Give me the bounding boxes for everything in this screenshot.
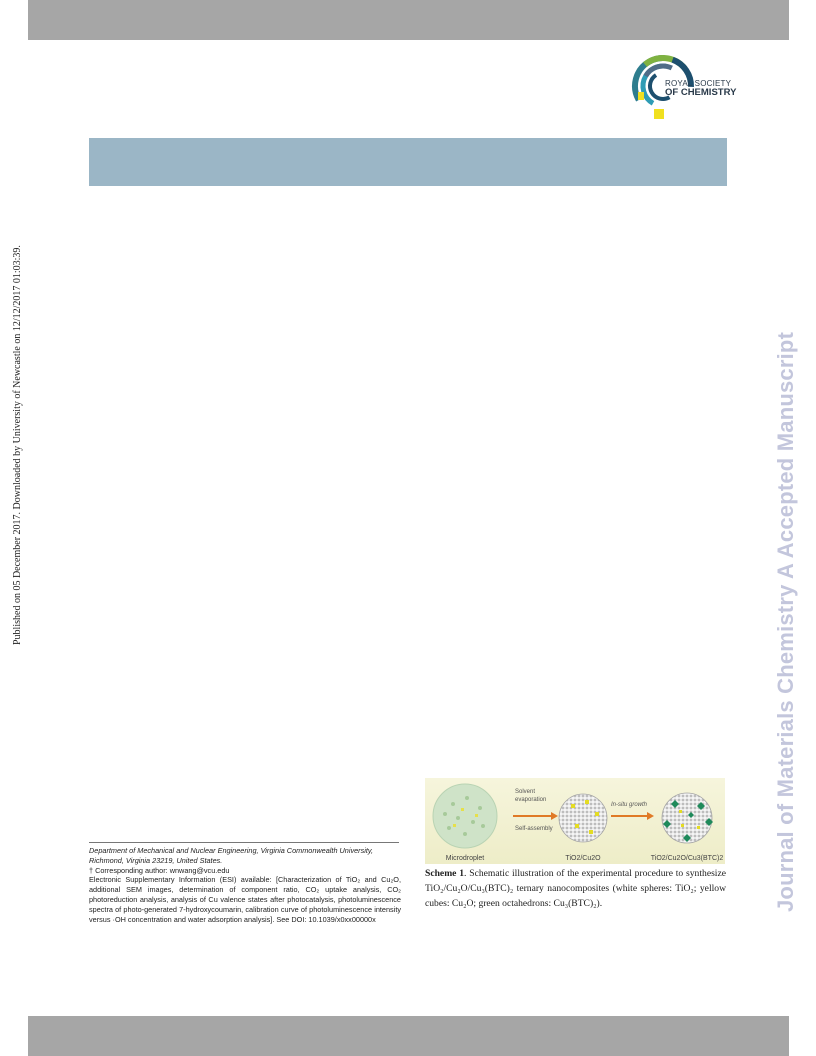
- scheme-caption-body: . Schematic illustration of the experimental procedure to synthesize TiO₂/Cu₂O/Cu₃(BTC)₂ ternary nanocomposites (white spheres: TiO₂; yellow cubes: Cu₂O; green octahedrons: Cu₃(BTC)₂).: [425, 868, 726, 910]
- tio2-cu2o-sphere: [559, 794, 607, 842]
- journal-watermark: Journal of Materials Chemistry A Accepted Manuscript: [773, 331, 798, 912]
- logo-line-2: OF CHEMISTRY: [665, 87, 737, 98]
- label-tio2-cu2o: TiO2/Cu2O: [565, 855, 601, 862]
- footnote-affiliation: Department of Mechanical and Nuclear Engineering, Virginia Commonwealth University, Richmond, Virginia 23219, United States.: [89, 846, 374, 865]
- footnote-corresponding-author: † Corresponding author: wnwang@vcu.edu: [89, 865, 230, 875]
- page-footer-bar: [28, 1016, 789, 1056]
- label-microdroplet: Microdroplet: [445, 855, 485, 862]
- label-ternary: TiO2/Cu2O/Cu3(BTC)2: [650, 855, 724, 862]
- page-header-bar: [28, 0, 789, 40]
- footnotes: [89, 846, 401, 924]
- microdroplet-sphere: [433, 784, 497, 848]
- scheme-1-figure: [425, 778, 725, 864]
- step2-label: In-situ growth: [611, 802, 648, 808]
- arrow-2-head: [647, 812, 654, 820]
- step1-line1: Solvent: [515, 789, 536, 795]
- footnote-esi: Electronic Supplementary Information (ESI) available: [Characterization of TiO₂ and Cu₂O, additional SEM images, determination of component ratio, CO₂ uptake analysis, CO₂ photoreduction analysis, analysis of Cu valence states after photocatalysis, photoluminescence spectra of photo-generated 7-hydroxycoumarin, calibration curve of photoluminescence intensity versus ·OH concentration and water adsorption analysis]. See DOI: 10.1039/x0xx00000x: [89, 875, 401, 924]
- logo-line-1: ROYAL SOCIETY: [665, 79, 732, 88]
- scheme-caption-title: Scheme 1: [425, 868, 465, 879]
- step1-line2: evaporation: [515, 797, 547, 803]
- logo-wordmark: [665, 79, 736, 97]
- arrow-1-head: [551, 812, 558, 820]
- scheme-caption: [425, 866, 726, 912]
- step1-line3: Self-assembly: [515, 826, 553, 832]
- publication-stamp: Published on 05 December 2017. Downloaded by University of Newcastle on 12/12/2017 01:03:39.: [12, 245, 23, 645]
- title-band: [89, 138, 727, 186]
- footnote-divider: [89, 842, 399, 843]
